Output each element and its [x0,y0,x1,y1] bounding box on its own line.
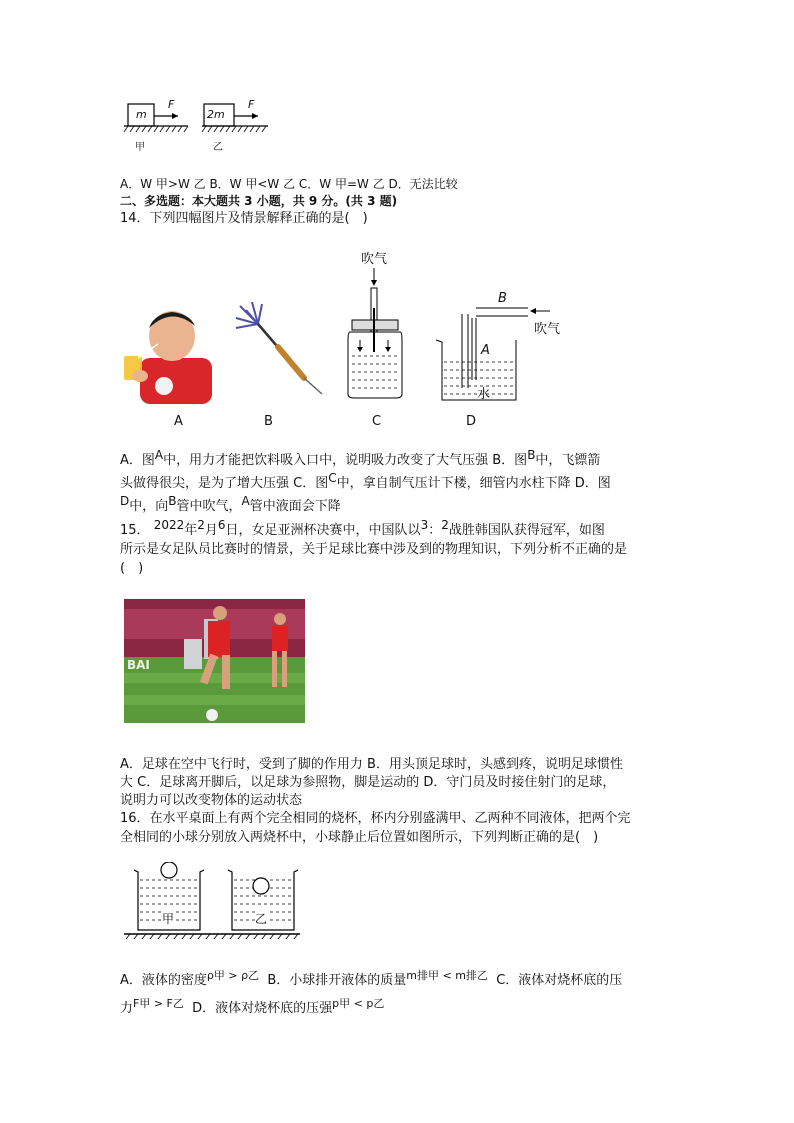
q13-caption-jia: 甲 [135,142,145,153]
q15-photo-soccer-match [124,599,305,723]
q16-math-mass: m排甲 < m排乙 [406,969,488,982]
q16-stem-line-1: 16．在水平桌面上有两个完全相同的烧杯，杯内分别盛满甲、乙两种不同液体，把两个完 [120,811,631,826]
q15-options-line-1: A．足球在空中飞行时，受到了脚的作用力 B．用头顶足球时，头感到疼，说明足球惯性 [120,757,623,772]
q16-options-line-1: A．液体的密度$^{\rho 甲 > \rho 乙}$ B．小球排开液体的质量$^{m排甲 < m排乙}$ C．液体对烧杯底的压 [120,969,623,988]
q14-options-line-1: A．图A中，用力才能把饮料吸入口中，说明吸力改变了大气压强 B．图B中，飞镖箭 [120,448,601,468]
q14-figure-dart [232,300,326,396]
q14-blow-label-top: 吹气 [361,252,388,267]
q15-photo-board-text: BAI [127,658,150,672]
q15-options-line-3: 说明力可以改变物体的运动状态 [120,793,303,808]
q14-panel-label-a: A [174,414,183,429]
q15-stem-line-1: 15． 2022年2月6日，女足亚洲杯决赛中，中国队以3：2战胜韩国队获得冠军，如图 [120,518,605,538]
q15-stem-line-3: ( ) [120,561,144,576]
q13-force-label-right: F [248,98,255,111]
q16-math-force: F甲 > F乙 [133,997,184,1010]
q16-math-pressure: p甲 < p乙 [332,997,385,1010]
q14-panel-label-b: B [264,414,273,429]
q14-options-line-2: 头做得很尖，是为了增大压强 C．图C中，拿自制气压计下楼，细管内水柱下降 D．图 [120,471,611,491]
q14-panel-label-d: D [466,414,477,429]
q16-beaker-label-jia: 甲 [162,912,175,926]
q14-panel-label-c: C [372,414,382,429]
q14-pipe-label-a: A [481,343,490,358]
q16-beakers-figure [122,862,302,942]
q14-pipe-label-b: B [498,291,507,306]
q13-force-label-left: F [168,98,175,111]
q14-options-line-3: D中，向B管中吹气，A管中液面会下降 [120,494,341,514]
q14-blow-arrow [528,306,552,316]
q16-beaker-label-yi: 乙 [255,912,268,926]
q15-options-line-2: 大 C．足球离开脚后，以足球为参照物，脚是运动的 D．守门员及时接住射门的足球， [120,775,616,790]
section-heading-multi-choice: 二、多选题：本大题共 3 小题，共 9 分。(共 3 题) [120,194,398,208]
q16-math-density: ρ甲 > ρ乙 [206,969,260,982]
q14-figure-boy-drinking [120,306,216,404]
q13-caption-yi: 乙 [213,142,223,153]
q14-blow-label-side: 吹气 [534,322,561,337]
q14-figure-barometer-jar [344,248,408,400]
q16-stem-line-2: 全相同的小球分别放入两烧杯中，小球静止后位置如图所示，下列判断正确的是( ) [120,830,599,845]
q16-options-line-2: 力$^{F甲 > F乙}$ D．液体对烧杯底的压强$^{p甲 < p乙}$ [120,997,385,1016]
q13-block-mass-label: m [136,108,147,121]
q13-options: A．W 甲>W 乙 B．W 甲<W 乙 C．W 甲=W 乙 D．无法比较 [120,177,458,191]
q14-water-label: 水 [477,387,491,402]
q13-block-2m-label: 2m [207,108,225,121]
q14-stem: 14．下列四幅图片及情景解释正确的是( ) [120,211,368,226]
q15-stem-line-2: 所示是女足队员比赛时的情景，关于足球比赛中涉及到的物理知识，下列分析不正确的是 [120,542,628,557]
